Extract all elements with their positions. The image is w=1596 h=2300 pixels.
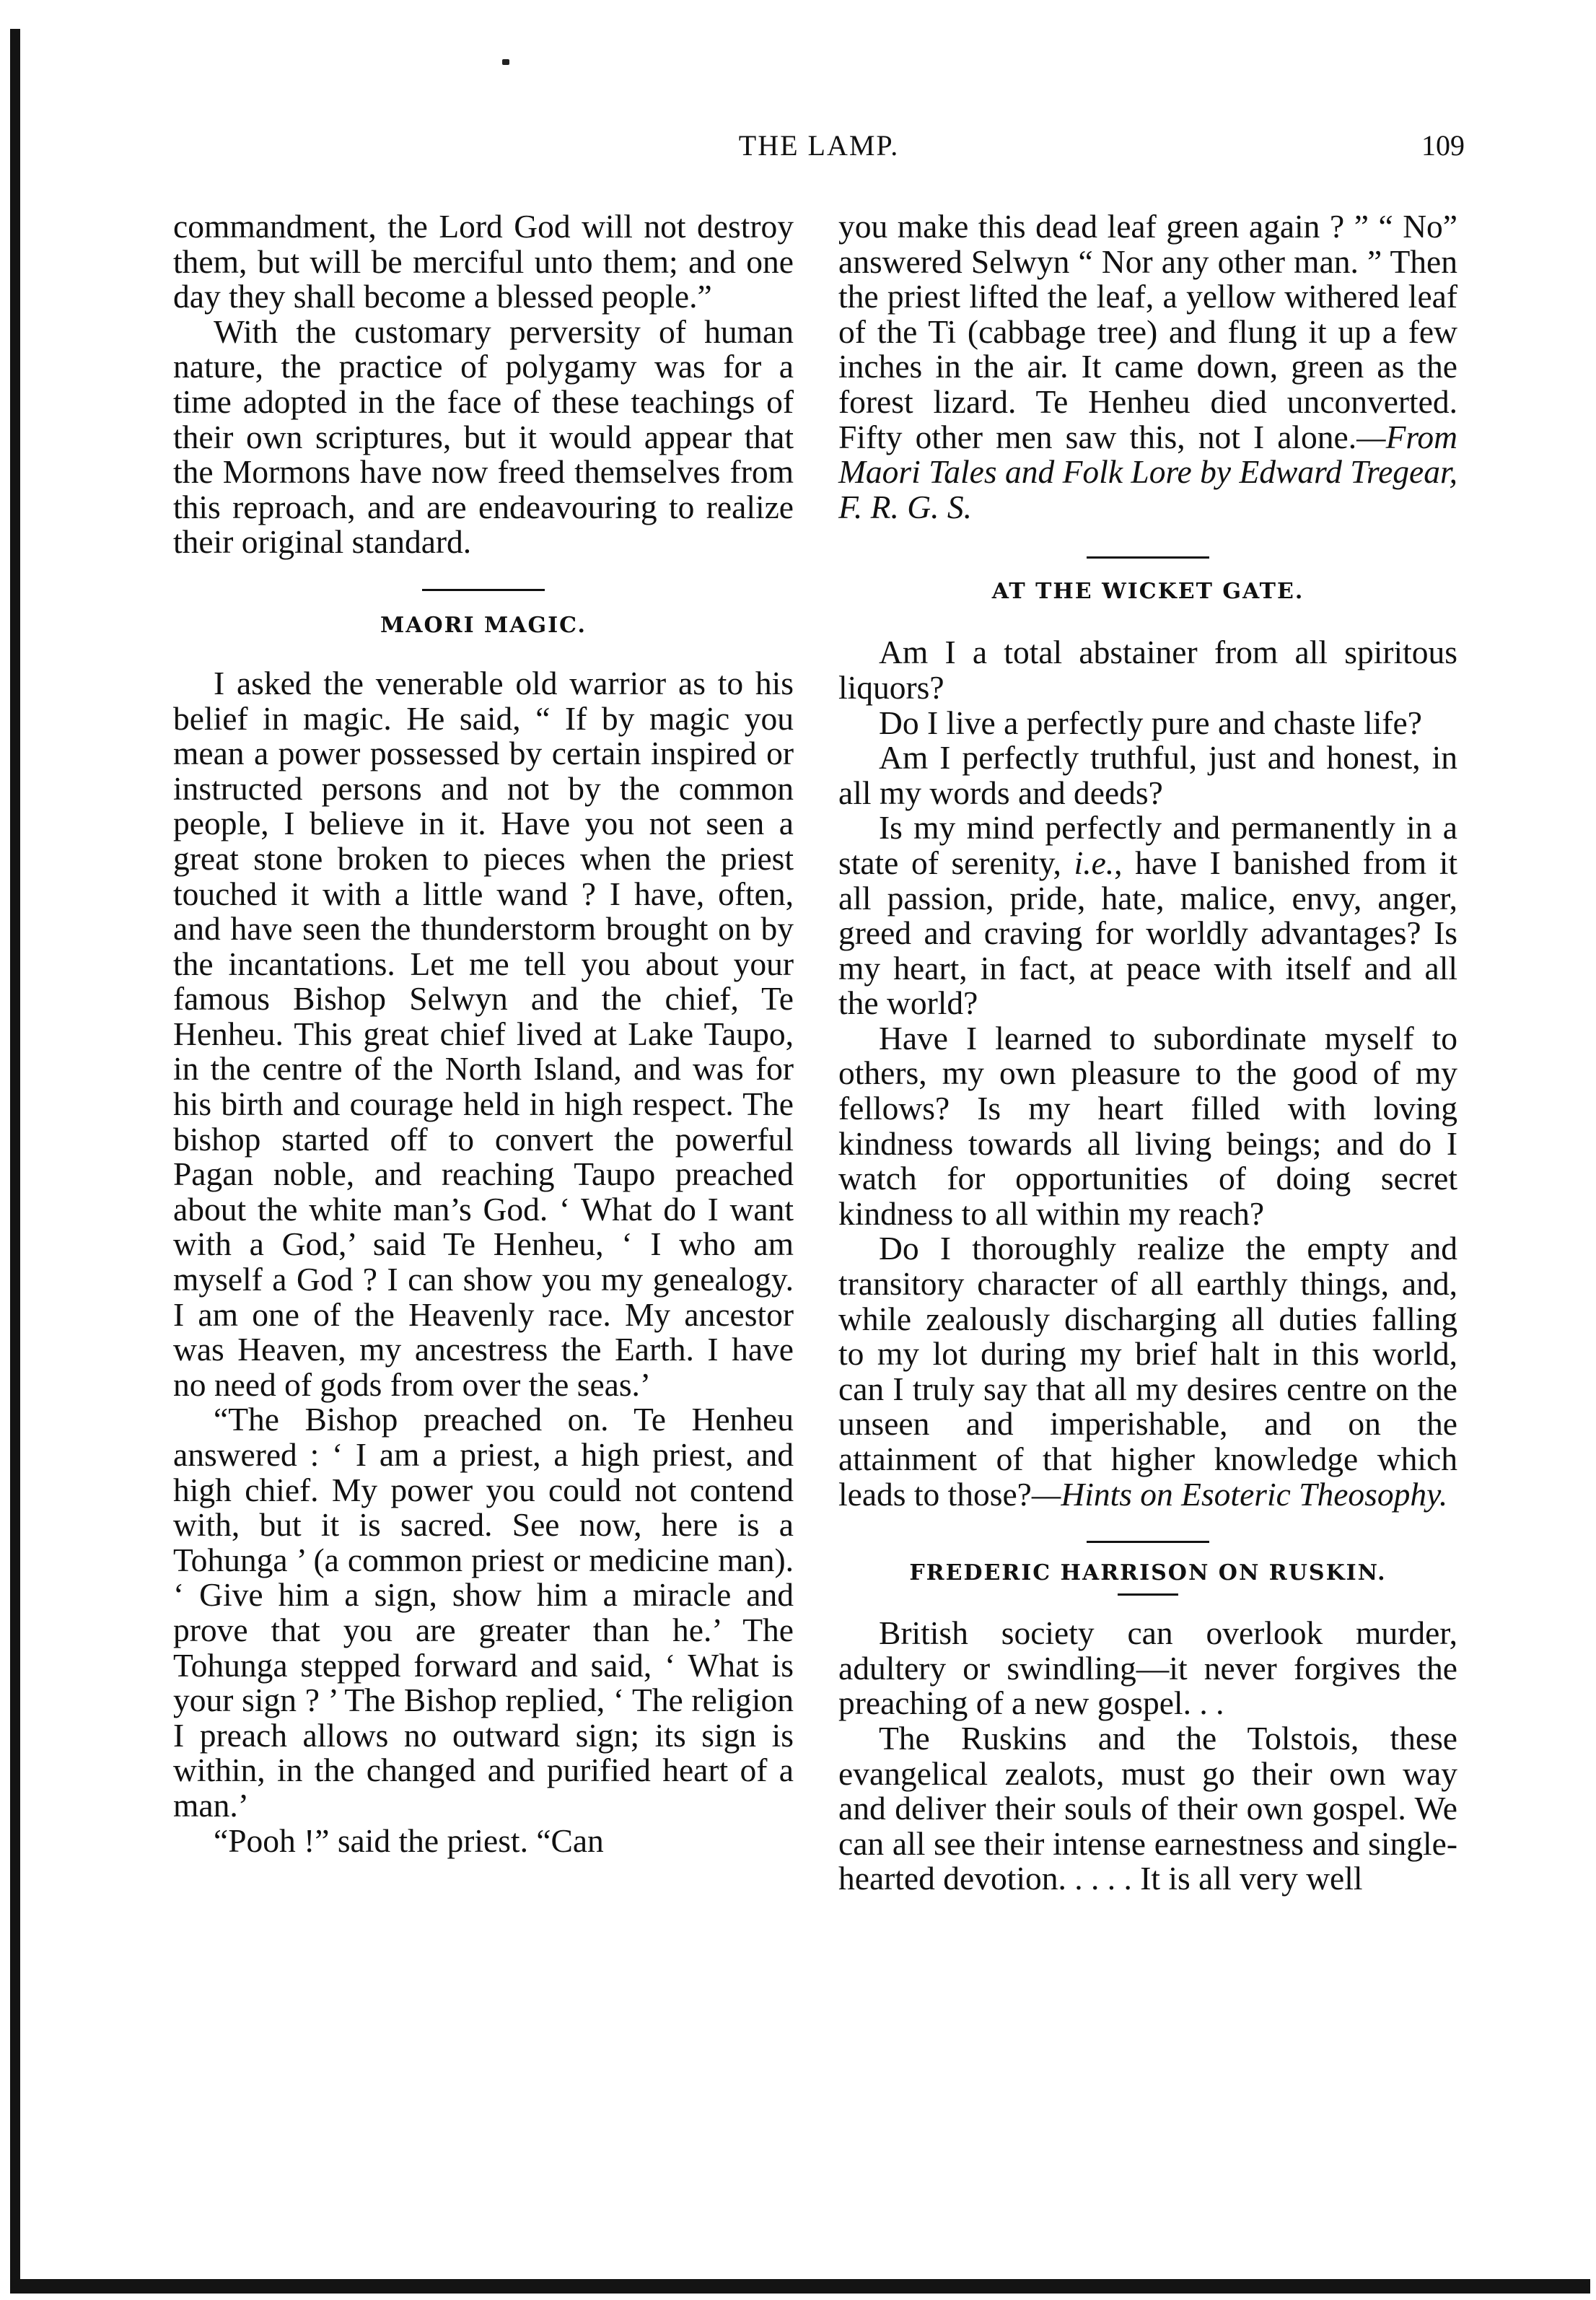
paragraph-pooh: “Pooh !” said the priest. “Can [214,1822,604,1859]
running-header [173,124,1465,167]
page-number: 109 [1421,129,1465,162]
question-transitory [838,1231,1457,1512]
scan-edge-bottom [10,2279,1590,2294]
paragraph-bishop-preached: “The Bishop preached on. Te Henheu answered : ‘ I am a priest, a high priest, and high chief. My power you could not contend with, but it is sacred. See now, here is a Tohunga ’ (a common priest or medicine man). ‘ Give him a sign, show him a miracle and prove that you are greater than he.’ The Tohunga stepped forward and said, ‘ What is your sign ? ’ The Bishop replied, ‘ The religion I preach allows no outward sign; its sign is within, in the changed and purified heart of a man.’ [173,1401,794,1824]
right-column [838,209,1457,1897]
citation-maori-tales: —From Maori Tales and Folk Lore by Edward Tregear, F. R. G. S. [838,418,1457,525]
question-serenity [838,810,1457,1021]
paragraph-commandment: commandment, the Lord God will not destroy them, but will be merciful unto them; and one day they shall become a blessed people.” [173,208,794,315]
question-pure-life: Do I live a perfectly pure and chaste life? [879,704,1422,741]
question-abstainer: Am I a total abstainer from all spiritous liquors? [838,634,1457,706]
question-truthful: Am I perfectly truthful, just and honest, in all my words and deeds? [838,739,1457,811]
citation-esoteric-theosophy: —Hints on Esoteric Theosophy. [1031,1475,1448,1513]
heading-wicket-gate: AT THE WICKET GATE. [991,579,1305,605]
question-serenity-a: Is my mind perfectly and permanently in a state of serenity, [838,809,1457,881]
paragraph-dead-leaf-text: you make this dead leaf green again ? ” “ No” answered Selwyn “ Nor any other man. ” Then the priest lifted the leaf, a yellow withered leaf of the Ti (cabbage tree) and flung it up a few inches in the air. It came down, green as the forest lizard. Te Henheu died unconverted. Fifty other men saw this, not I alone. [838,208,1457,455]
paragraph-polygamy: With the customary perversity of human nature, the practice of polygamy was for a time adopted in the face of these teachings of their own scriptures, but it would appear that the Mormons have now freed themselves from this reproach, and are endeavouring to realize their original standard. [173,312,794,561]
question-transitory-text: Do I thoroughly realize the empty and transitory character of all earthly things, and, while zealously discharging all duties falling to my lot during my brief halt in this world, can I truly say that all my desires centre on the unseen and imperishable, and on the attainment of that higher knowledge which leads to those? [838,1230,1457,1513]
heading-harrison-ruskin: FREDERIC HARRISON ON RUSKIN. [909,1560,1387,1586]
scan-edge-left [10,29,20,2288]
running-title: THE LAMP. [738,129,900,162]
question-serenity-b: , have I banished from it all passion, pride, hate, malice, envy, anger, greed and craving for worldly advantages? Is my heart, in fact, at peace with itself and all the world? [838,844,1458,1022]
paragraph-dead-leaf [838,209,1457,525]
paragraph-ruskins-tolstois: The Ruskins and the Tolstois, these evangelical zealots, must go their own way and deliver their souls of their own gospel. We can all see their intense earnestness and single-hearted devotion. . . . . It is all very well [838,1719,1457,1897]
ink-speck [502,59,509,65]
left-column [173,209,794,1858]
question-subordinate: Have I learned to subordinate myself to others, my own pleasure to the good of my fellows? Is my heart filled with loving kindness towards all living beings; and do I watch for opportunities of doing secret kindness to all within my reach? [838,1019,1457,1232]
paragraph-maori-warrior: I asked the venerable old warrior as to his belief in magic. He said, “ If by magic you mean a power possessed by certain inspired or instructed persons and not by the common people, I believe in it. Have you not seen a great stone broken to pieces when the priest touched it with a little wand ? I have, often, and have seen the thunderstorm brought on by the incantations. Let me tell you about your famous Bishop Selwyn and the chief, Te Henheu. This great chief lived at Lake Taupo, in the centre of the North Island, and was for his birth and courage held in high respect. The bishop started off to convert the powerful Pagan noble, and reaching Taupo preached about the white man’s God. ‘ What do I want with a God,’ said Te Henheu, ‘ I who am myself a God ? I can show you my genealogy. I am one of the Heavenly race. My ancestor was Heaven, my ancestress the Earth. I have no need of gods from over the seas.’ [173,664,794,1403]
heading-maori-magic: MAORI MAGIC. [380,612,587,638]
question-serenity-ie: i.e. [1074,844,1115,881]
paragraph-british-society: British society can overlook murder, adultery or swindling—it never forgives the preaching of a new gospel. . . [838,1614,1457,1722]
